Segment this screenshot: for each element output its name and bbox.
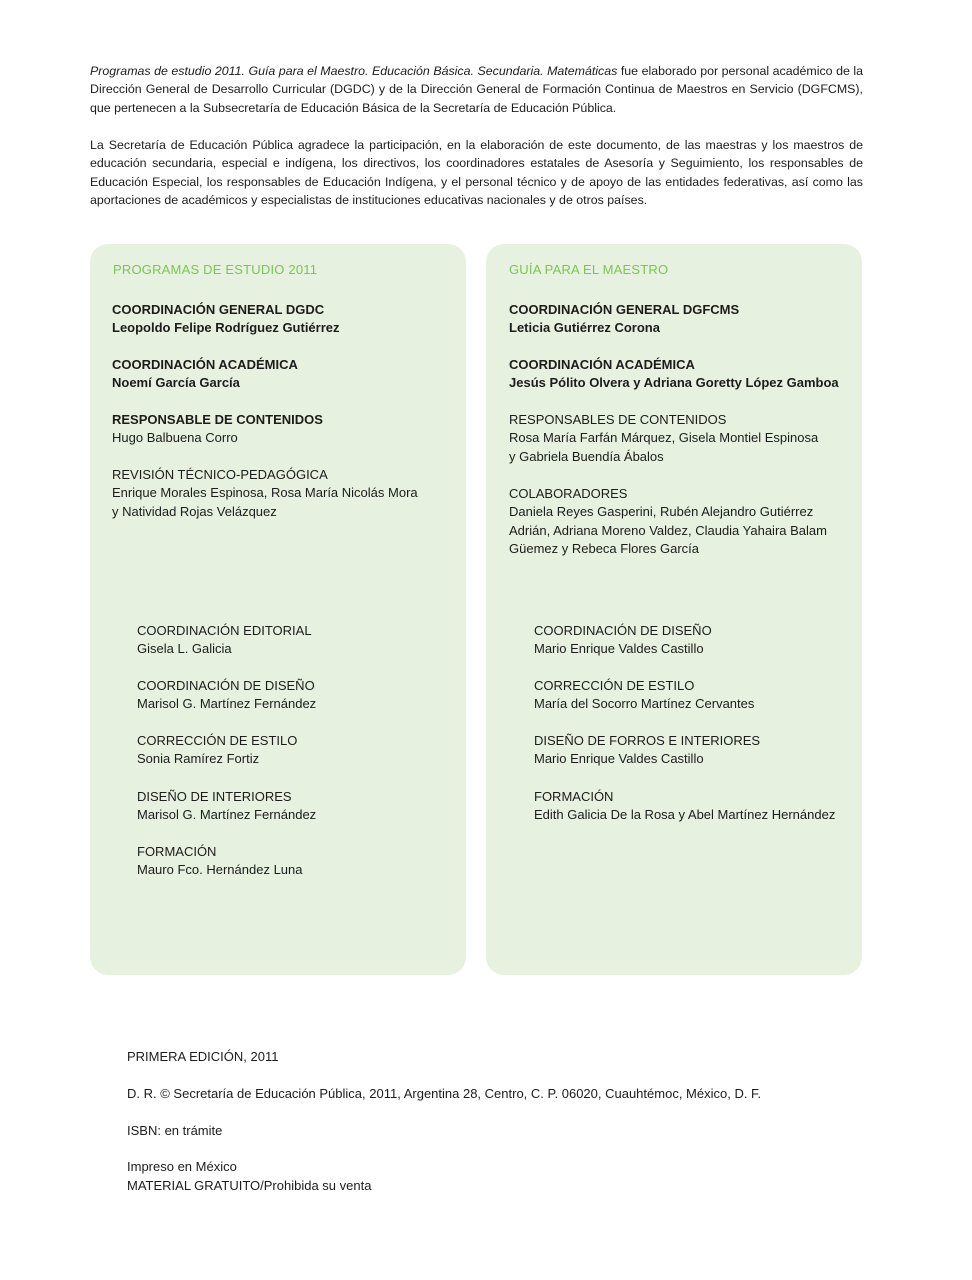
credit-name: Mario Enrique Valdes Castillo xyxy=(534,641,704,657)
intro-title-italic: Programas de estudio 2011. Guía para el Maestro. Educación Básica. Secundaria. Matemáticas xyxy=(90,64,618,78)
credit-heading: CORRECCIÓN DE ESTILO xyxy=(534,678,695,693)
credit-block xyxy=(509,301,739,338)
credit-heading: DISEÑO DE INTERIORES xyxy=(137,789,292,804)
credit-block xyxy=(509,485,827,559)
credit-name: Marisol G. Martínez Fernández xyxy=(137,696,317,712)
credit-block xyxy=(112,466,418,521)
editorial-block xyxy=(137,677,316,714)
credit-heading: CORRECCIÓN DE ESTILO xyxy=(137,733,298,748)
credit-name: Daniela Reyes Gasperini, Rubén Alejandro Gutiérrez xyxy=(509,504,814,520)
credit-heading: COORDINACIÓN GENERAL DGFCMS xyxy=(509,302,740,317)
credit-heading: RESPONSABLES DE CONTENIDOS xyxy=(509,412,727,427)
credit-block xyxy=(112,356,298,393)
panel-title: PROGRAMAS DE ESTUDIO 2011 xyxy=(113,262,318,277)
credit-heading: FORMACIÓN xyxy=(137,844,217,859)
credit-heading: COORDINACIÓN ACADÉMICA xyxy=(112,357,298,372)
credit-name: Edith Galicia De la Rosa y Abel Martínez Hernández xyxy=(534,807,836,823)
credit-name: Jesús Pólito Olvera y Adriana Goretty López Gamboa xyxy=(509,375,839,391)
editorial-block xyxy=(137,622,312,659)
credit-name: Leticia Gutiérrez Corona xyxy=(509,320,660,336)
credit-name: Adrián, Adriana Moreno Valdez, Claudia Yahaira Balam xyxy=(509,522,827,538)
credit-name: Mauro Fco. Hernández Luna xyxy=(137,862,303,878)
credit-heading: COORDINACIÓN DE DISEÑO xyxy=(137,678,315,693)
credit-heading: DISEÑO DE FORROS E INTERIORES xyxy=(534,733,761,748)
credit-name: y Natividad Rojas Velázquez xyxy=(112,503,277,519)
credit-name: Rosa María Farfán Márquez, Gisela Montiel Espinosa xyxy=(509,430,819,446)
isbn-line: ISBN: en trámite xyxy=(127,1123,223,1138)
credit-name: Sonia Ramírez Fortiz xyxy=(137,751,260,767)
editorial-block xyxy=(534,732,760,769)
credit-name: Güemez y Rebeca Flores García xyxy=(509,541,700,557)
editorial-block xyxy=(137,788,316,825)
credit-heading: COORDINACIÓN DE DISEÑO xyxy=(534,623,712,638)
credit-heading: COLABORADORES xyxy=(509,486,628,501)
editorial-block xyxy=(137,732,297,769)
credit-block xyxy=(509,411,818,466)
rights-line: D. R. © Secretaría de Educación Pública, 2011, Argentina 28, Centro, C. P. 06020, Cuauhtémoc, México, D. F. xyxy=(127,1086,762,1101)
editorial-block xyxy=(137,843,302,880)
credit-heading: COORDINACIÓN ACADÉMICA xyxy=(509,357,695,372)
credit-name: Noemí García García xyxy=(112,375,240,391)
credit-name: Leopoldo Felipe Rodríguez Gutiérrez xyxy=(112,320,340,336)
credit-block xyxy=(112,411,323,448)
acknowledgement-text: La Secretaría de Educación Pública agradece la participación, en la elaboración de este documento, de las maestras y los maestros de educación secundaria, especial e indígena, los directivos, los coordinadores estatales de Asesoría y Seguimiento, los responsables de Educación Especial, los responsables de Educación Indígena, y el personal técnico y de apoyo de las entidades federativas, así como las aportaciones de académicos y especialistas de instituciones educativas nacionales y de otros países. xyxy=(90,138,863,208)
panel-title: GUÍA PARA EL MAESTRO xyxy=(509,262,669,277)
credit-name: Enrique Morales Espinosa, Rosa María Nicolás Mora xyxy=(112,485,418,501)
credit-heading: FORMACIÓN xyxy=(534,789,614,804)
edition-line: PRIMERA EDICIÓN, 2011 xyxy=(127,1049,279,1064)
credit-heading: REVISIÓN TÉCNICO-PEDAGÓGICA xyxy=(112,467,328,482)
guia-panel xyxy=(486,244,862,975)
editorial-block xyxy=(534,622,712,659)
editorial-block xyxy=(534,677,754,714)
credit-name: Marisol G. Martínez Fernández xyxy=(137,807,317,823)
credit-name: Hugo Balbuena Corro xyxy=(112,430,238,446)
material-line: MATERIAL GRATUITO/Prohibida su venta xyxy=(127,1178,372,1193)
credit-block xyxy=(509,356,839,393)
credit-heading: COORDINACIÓN GENERAL DGDC xyxy=(112,302,325,317)
printed-line: Impreso en México xyxy=(127,1159,237,1174)
intro-text: fue elaborado por personal académico de la Dirección General de Desarrollo Curricular (DGDC) y de la Dirección General de Formación Continua de Maestros en Servicio (DGFCMS), que pertenecen a la Subsecretaría de Educación Básica de la Secretaría de Educación Pública. xyxy=(90,64,863,115)
credit-name: y Gabriela Buendía Ábalos xyxy=(509,448,664,464)
intro-paragraph-1 xyxy=(90,62,863,117)
credit-name: Mario Enrique Valdes Castillo xyxy=(534,751,704,767)
credit-heading: COORDINACIÓN EDITORIAL xyxy=(137,623,312,638)
credit-name: María del Socorro Martínez Cervantes xyxy=(534,696,755,712)
intro-paragraph-2 xyxy=(90,136,863,210)
credit-name: Gisela L. Galicia xyxy=(137,641,232,657)
programas-panel xyxy=(90,244,466,975)
credit-heading: RESPONSABLE DE CONTENIDOS xyxy=(112,412,323,427)
credit-block xyxy=(112,301,340,338)
editorial-block xyxy=(534,788,835,825)
